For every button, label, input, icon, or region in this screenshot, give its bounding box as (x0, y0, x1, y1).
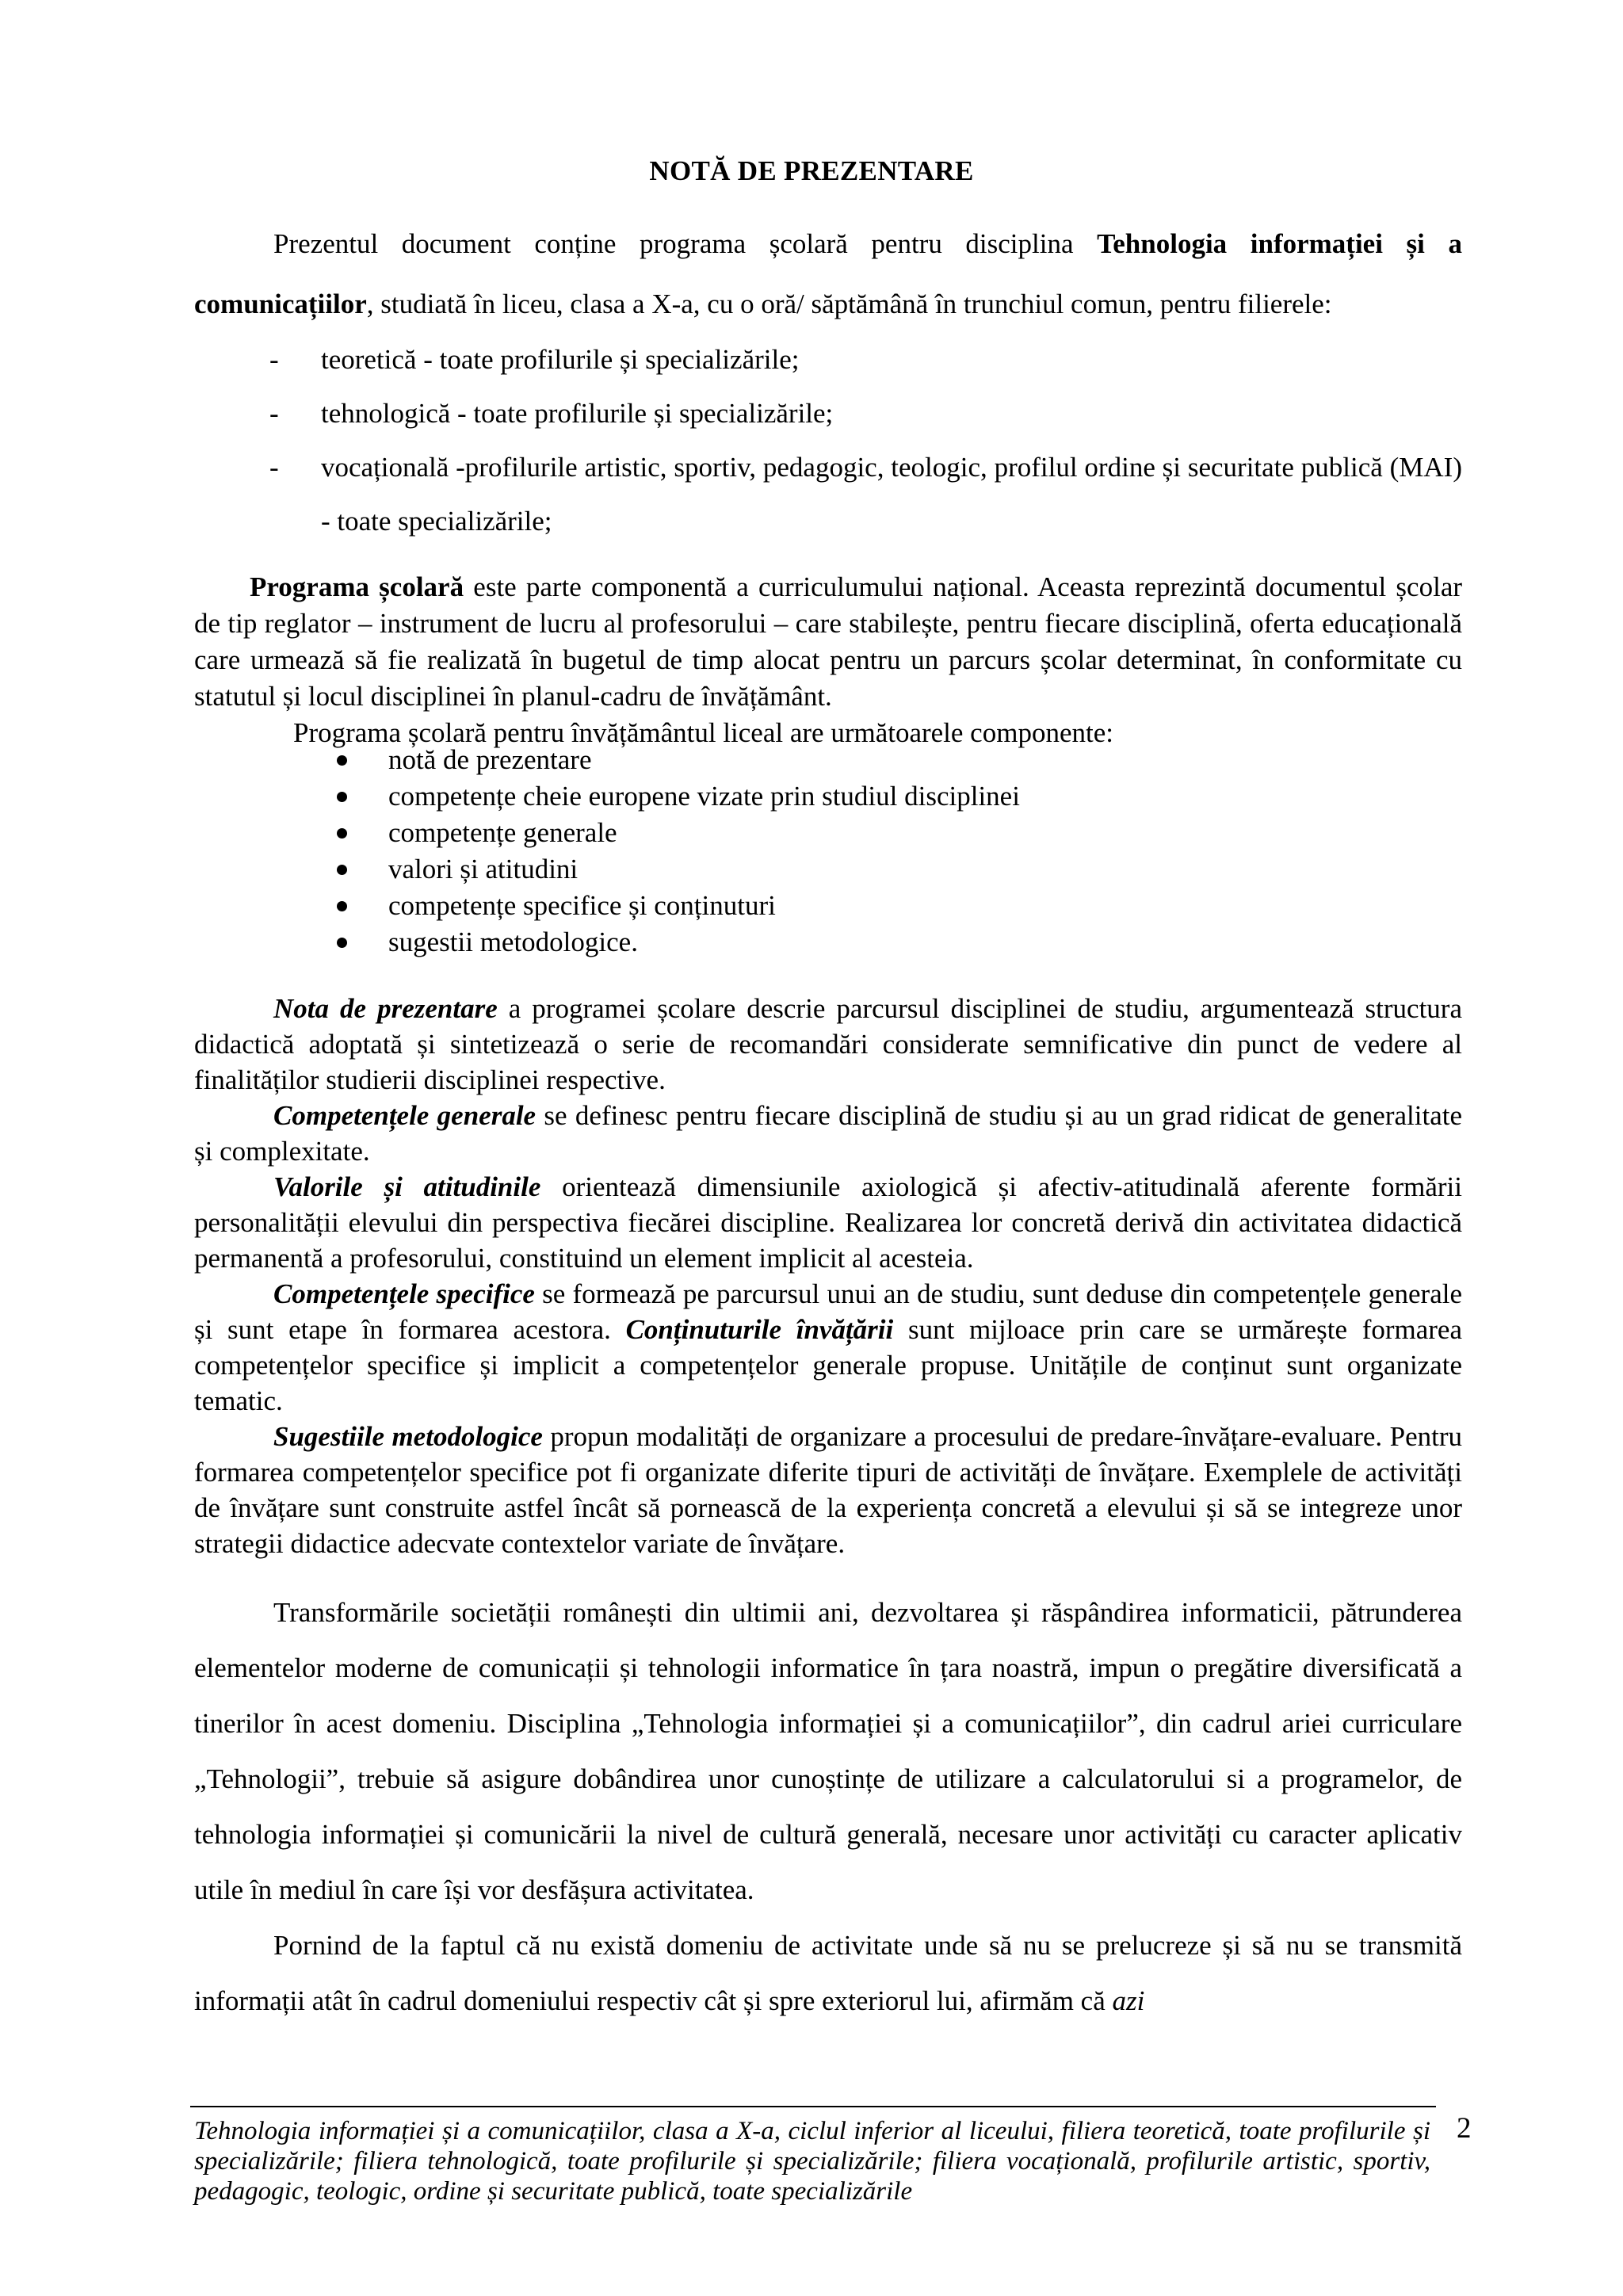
programa-paragraph: Programa școlară este parte componentă a curriculumului național. Aceasta reprezintă documentul școlar de tip reglator – instrument de lucru al profesorului – care stabilește, pentru fiecare disciplină, oferta educațională care urmează să fie realizată în bugetul de timp alocat pentru un parcurs școlar determinat, în conformitate cu statutul și locul disciplinei în planul-cadru de învățământ. Programa școlară pentru învățământul liceal are următoarele componente: (194, 569, 1462, 751)
page-number: 2 (1457, 2112, 1472, 2145)
intro-text-1: Prezentul document conține programa școlară pentru disciplina (273, 228, 1098, 259)
list-item: competențe generale (194, 815, 1462, 851)
definition-competente-generale: Competențele generale se definesc pentru fiecare disciplină de studiu și au un grad ridicat de generalitate și complexitate. (194, 1100, 1462, 1167)
list-item: competențe specifice și conținuturi (194, 888, 1462, 924)
dash-marker: - (269, 452, 279, 483)
list-item: - teoretică - toate profilurile și specializările; (194, 333, 1462, 387)
definition-nota: Nota de prezentare a programei școlare descrie parcursul disciplinei de studiu, argumentează structura didactică adoptată și sintetizează o serie de recomandări considerate semnificative din punct de vedere al finalităților studierii disciplinei respective. (194, 993, 1462, 1095)
dash-marker: - (269, 344, 279, 375)
programa-term: Programa școlară (250, 571, 464, 602)
bullet-icon (337, 901, 347, 911)
list-item: competențe cheie europene vizate prin studiul disciplinei (194, 778, 1462, 815)
filiere-list (194, 333, 1462, 548)
definitions-section (194, 991, 1462, 1561)
definition-sugestii: Sugestiile metodologice propun modalități de organizare a procesului de predare-învățare-evaluare. Pentru formarea competențelor specifice pot fi organizate diferite tipuri de activități de învățare. Exemplele de activități de învățare sunt construite astfel încât să pornească de la experiența concretă a elevului și să se integreze unor strategii didactice adecvate contextelor variate de învățare. (194, 1421, 1462, 1559)
footer-divider (190, 2106, 1436, 2107)
definition-valori: Valorile și atitudinile orientează dimensiunile axiologică și afectiv-atitudinală aferente formării personalității elevului din perspectiva fiecărei discipline. Realizarea lor concretă derivă din activitatea didactică permanentă a profesorului, constituind un element implicit al acesteia. (194, 1171, 1462, 1274)
body-paragraph-2: Pornind de la faptul că nu există domeniu de activitate unde să nu se prelucreze și să nu se transmită informații atât în cadrul domeniului respectiv cât și spre exteriorul lui, afirmăm că azi (194, 1930, 1462, 2016)
list-item: valori și atitudini (194, 851, 1462, 888)
bullet-icon (337, 828, 347, 839)
intro-text-2: , studiată în liceu, clasa a X-a, cu o oră/ săptămână în trunchiul comun, pentru filierele: (366, 288, 1332, 319)
bullet-icon (337, 938, 347, 948)
bullet-icon (337, 865, 347, 875)
bullet-icon (337, 755, 347, 766)
page-title: NOTĂ DE PREZENTARE (649, 155, 974, 186)
bullet-icon (337, 792, 347, 802)
body-section (194, 1585, 1462, 2029)
dash-marker: - (269, 398, 279, 429)
intro-paragraph (194, 214, 1462, 334)
definition-competente-specifice: Competențele specifice se formează pe parcursul unui an de studiu, sunt deduse din competențele generale și sunt etape în formarea acestora. Conținuturile învățării sunt mijloace prin care se urmărește formarea competențelor specifice și implicit a competențelor generale propuse. Unitățile de conținut sunt organizate tematic. (194, 1278, 1463, 1416)
components-lead: Programa școlară pentru învățământul liceal are următoarele componente: (293, 717, 1113, 748)
list-item: - tehnologică - toate profilurile și specializările; (194, 387, 1462, 441)
page-footer: Tehnologia informației și a comunicațiilor, clasa a X-a, ciclul inferior al liceului, filiera teoretică, toate profilurile și specializările; filiera tehnologică, toate profilurile și specializările; filiera vocațională, profilurile artistic, sportiv, pedagogic, teologic, ordine și securitate publică, toate specializările (194, 2117, 1430, 2206)
body-paragraph-1: Transformările societății românești din ultimii ani, dezvoltarea și răspândirea informaticii, pătrunderea elementelor moderne de comunicații și tehnologii informatice în țara noastră, impun o pregătire diversificată a tinerilor în acest domeniu. Disciplina „Tehnologia informației și a comunicațiilor”, din cadrul ariei curriculare „Tehnologii”, trebuie să asigure dobândirea unor cunoștințe de utilizare a calculatorului si a programelor, de tehnologia informației și comunicării la nivel de cultură generală, necesare unor activități cu caracter aplicativ utile în mediul în care își vor desfășura activitatea. (194, 1597, 1462, 1905)
list-item: notă de prezentare (194, 742, 1462, 778)
components-list (194, 742, 1462, 961)
subject-name: Tehnologia informației și a comunicațiilor (194, 228, 1462, 319)
list-item: - vocațională -profilurile artistic, sportiv, pedagogic, teologic, profilul ordine și securitate publică (MAI) - toate specializările; (194, 441, 1462, 548)
list-item: sugestii metodologice. (194, 924, 1462, 961)
